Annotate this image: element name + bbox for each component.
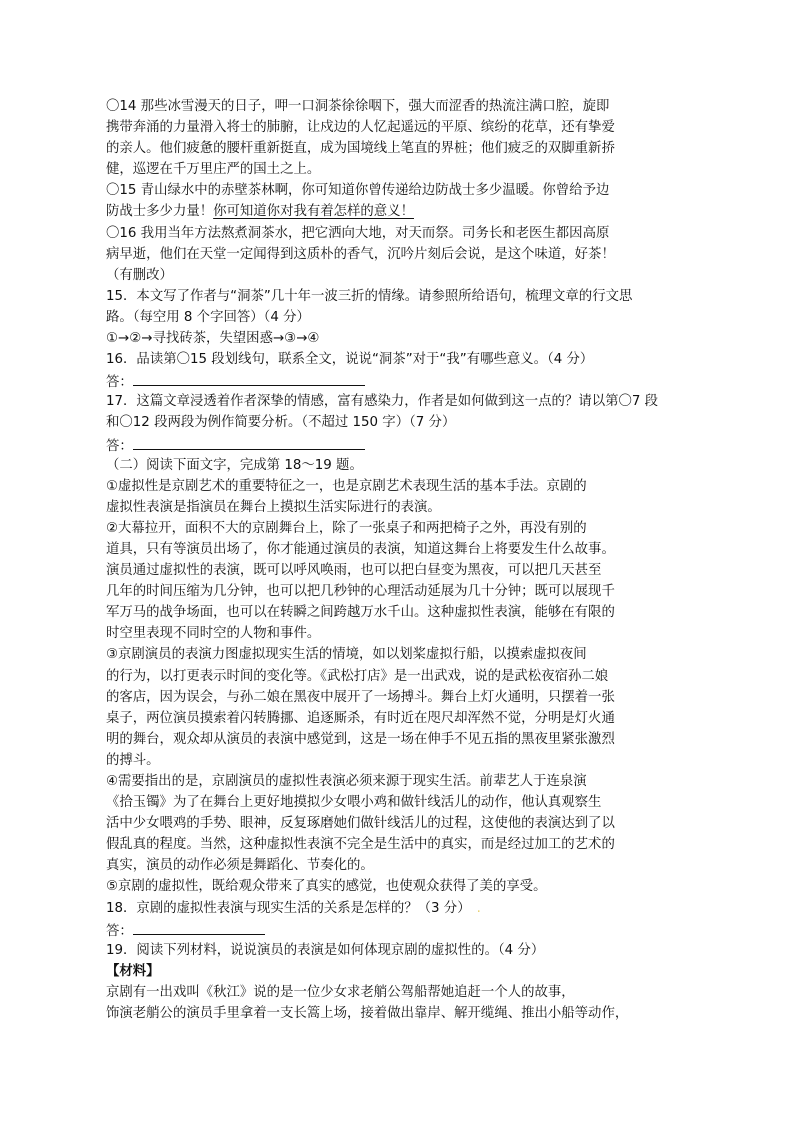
answer-line [106,919,696,940]
answer-blank[interactable] [133,919,265,935]
text-line: 《拾玉镯》为了在舞台上更好地摸拟少女喂小鸡和做针线活儿的动作，他认真观察生 [106,795,602,811]
text-line: ⑤京剧的虚拟性，既给观众带来了真实的感觉，也使观众获得了美的享受。 [106,879,547,895]
text-line: 携带奔涌的力量滑入将士的肺腑，让戍边的人忆起遥远的平原、缤纷的花草，还有挚爱 [106,120,615,136]
section-heading: （二）阅读下面文字，完成第 18～19 题。 [106,457,363,473]
passage-paragraph-16 [106,223,696,265]
underlined-sentence: 你可知道你对我有着怎样的意义！ [213,204,414,220]
question-16 [106,349,696,391]
answer-label: 答： [106,923,133,939]
answer-line [106,434,696,455]
answer-flow: ①→②→寻找砖茶，失望困惑→③→④ [106,331,320,347]
question-text-content: 18．京剧的虚拟性表演与现实生活的关系是怎样的？（3 分） [106,900,471,916]
answer-blank[interactable] [133,370,365,386]
question-18 [106,898,696,940]
text-line: 桌子，两位演员摸索着闪转腾挪、追逐厮杀，有时近在咫尺却浑然不觉，分明是灯火通 [106,710,615,726]
text-line: 演员通过虚拟性的表演，既可以呼风唤雨，也可以把白昼变为黑夜，可以把几天甚至 [106,563,602,579]
text-line [106,201,696,222]
text-line: 军万马的战争场面，也可以在转瞬之间跨越万水千山。这种虚拟性表演，能够在有限的 [106,605,615,621]
text-segment: 防战士多少力量！ [106,204,214,220]
answer-blank[interactable] [133,434,365,450]
text-line: 时空里表现不同时空的人物和事件。 [106,626,321,642]
question-text: 19．阅读下列材料，说说演员的表演是如何体现京剧的虚拟性的。（4 分） [106,942,545,958]
text-line: 〇16 我用当年方法熬煮洞茶水，把它洒向大地，对天而祭。司务长和老医生都因高原 [106,225,610,241]
passage-paragraph-14 [106,96,696,180]
question-15 [106,286,696,349]
question-text: 15．本文写了作者与“洞茶”几十年一波三折的情缘。请参照所给语句，梳理文章的行文思 [106,288,633,304]
question-text [106,898,696,919]
passage-paragraph-15 [106,180,696,222]
text-line: 道具，只有等演员出场了，你才能通过演员的表演，知道这舞台上将要发生什么故事。 [106,541,615,557]
text-line: 几年的时间压缩为几分钟，也可以把几秒钟的心理活动延展为几十分钟；既可以展现千 [106,584,615,600]
material-label: 【材料】 [106,963,160,979]
text-line: 的客店，因为误会，与孙二娘在黑夜中展开了一场搏斗。舞台上灯火通明，只摆着一张 [106,689,615,705]
text-line: 〇14 那些冰雪漫天的日子，呷一口洞茶徐徐咽下，强大而涩香的热流注满口腔，旋即 [106,99,610,114]
text-line: 明的舞台，观众却从演员的表演中感觉到，这是一场在伸手不见五指的黑夜里紧张激烈 [106,731,615,747]
text-line: 健，巡逻在千万里庄严的国土之上。 [106,162,321,178]
text-line: 真实，演员的动作必须是舞蹈化、节奏化的。 [106,858,374,874]
text-line: ③京剧演员的表演力图虚拟现实生活的情境，如以划桨虚拟行船，以摸索虚拟夜间 [106,647,587,663]
answer-line [106,370,696,391]
text-line: 假乱真的程度。当然，这种虚拟性表演不完全是生活中的真实，而是经过加工的艺术的 [106,837,615,853]
text-line: 京剧有一出戏叫《秋江》说的是一位少女求老艄公驾船帮她追赶一个人的故事， [106,984,575,1000]
text-line: 的搏斗。 [106,752,160,768]
text-line: 的亲人。他们疲惫的腰杆重新挺直，成为国境线上笔直的界桩；他们疲乏的双脚重新挢 [106,141,615,157]
question-text: 和〇12 段两段为例作简要分析。（不超过 150 字）（7 分） [106,415,456,431]
text-line: ④需要指出的是，京剧演员的虚拟性表演必须来源于现实生活。前辈艺人于连泉演 [106,774,587,789]
text-line: 〇15 青山绿水中的赤壁茶林啊，你可知道你曾传递给边防战士多少温暖。你曾给予边 [106,183,610,199]
question-text: 16．品读第〇15 段划线句，联系全文，说说“洞茶”对于“我”有哪些意义。（4 分） [106,352,594,368]
text-line: 的行为，以打更表示时间的变化等。《武松打店》是一出武戏，说的是武松夜宿孙二娘 [106,668,609,684]
text-line: 活中少女喂鸡的手势、眼神，反复琢磨她们做针线活儿的过程，这使他的表演达到了以 [106,816,615,832]
text-line: 饰演老艄公的演员手里拿着一支长篙上场，接着做出靠岸、解开缆绳、推出小船等动作， [106,1006,629,1022]
text-line: 病早逝，他们在天堂一定闻得到这质朴的香气，沉吟片刻后会说，是这个味道，好茶！ [106,246,615,262]
passage-2 [106,476,696,898]
abridged-note: （有删改） [106,267,173,283]
document-body [106,96,696,1024]
text-line: ①虚拟性是京剧艺术的重要特征之一，也是京剧艺术表现生活的基本手法。京剧的 [106,478,587,494]
text-line: 虚拟性表演是指演员在舞台上摸拟生活实际进行的表演。 [106,499,441,515]
answer-label: 答： [106,375,133,391]
answer-label: 答： [106,438,133,454]
decorative-dot: . [476,900,481,916]
question-17 [106,391,696,454]
text-line: ②大幕拉开，面积不大的京剧舞台上，除了一张桌子和两把椅子之外，再没有别的 [106,520,587,536]
question-text: 17．这篇文章浸透着作者深挚的情感，富有感染力，作者是如何做到这一点的？请以第〇7 段 [106,394,659,410]
question-19 [106,940,696,1024]
question-text: 路。（每空用 8 个字回答）（4 分） [106,309,310,325]
